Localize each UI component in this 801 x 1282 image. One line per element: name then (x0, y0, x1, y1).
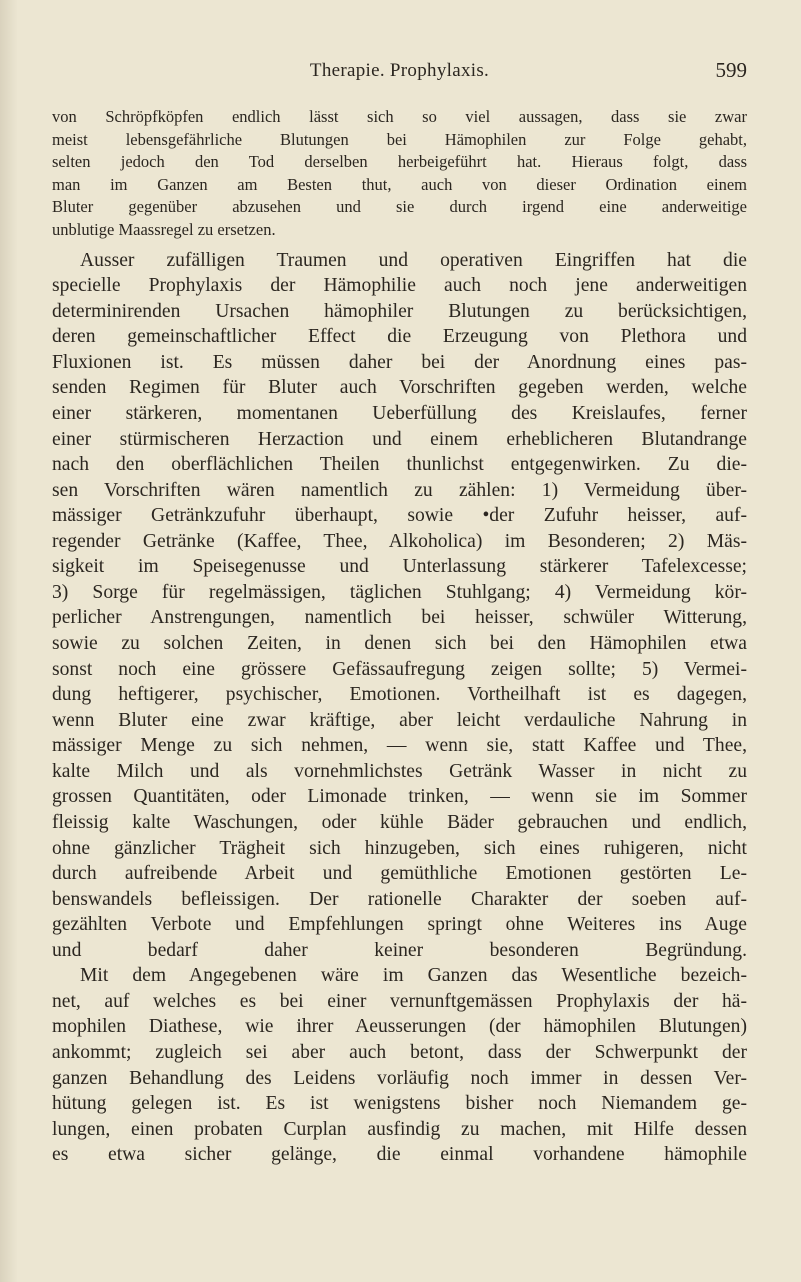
text-line: mässiger Getränkzufuhr überhaupt, sowie •der Zufuhr heisser, auf- (52, 505, 747, 527)
text-line: einer stürmischeren Herzaction und einem erheblicheren Blutandrange (52, 428, 747, 450)
text-line: sen Vorschriften wären namentlich zu zählen: 1) Vermeidung über- (52, 479, 747, 501)
page-number: 599 (715, 58, 747, 82)
text-line: net, auf welches es bei einer vernunftgemässen Prophylaxis der hä- (52, 990, 747, 1012)
paragraph-prophylaxis-regimen (52, 248, 747, 964)
text-line: unblutige Maassregel zu ersetzen. (52, 219, 276, 239)
text-line: Fluxionen ist. Es müssen daher bei der Anordnung eines pas- (52, 351, 747, 373)
text-line: Mit dem Angegebenen wäre im Ganzen das Wesentliche bezeich- (80, 965, 747, 987)
running-header (52, 58, 747, 88)
running-title: Therapie. Prophylaxis. (309, 60, 490, 81)
text-line: kalte Milch und als vornehmlichstes Getränk Wasser in nicht zu (52, 760, 747, 782)
text-line: lungen, einen probaten Curplan ausfindig zu machen, mit Hilfe dessen (52, 1118, 747, 1140)
text-line: 3) Sorge für regelmässigen, täglichen Stuhlgang; 4) Vermeidung kör- (52, 581, 747, 603)
text-line: specielle Prophylaxis der Hämophilie auch noch jene anderweitigen (52, 275, 747, 297)
text-line: mässiger Menge zu sich nehmen, — wenn sie, statt Kaffee und Thee, (52, 735, 747, 757)
text-line: Ausser zufälligen Traumen und operativen Eingriffen hat die (80, 249, 747, 271)
text-line: determinirenden Ursachen hämophiler Blutungen zu berücksichtigen, (52, 300, 747, 322)
text-line: es etwa sicher gelänge, die einmal vorhandene hämophile (52, 1144, 747, 1166)
text-line: mophilen Diathese, wie ihrer Aeusserungen (der hämophilen Blutungen) (52, 1016, 747, 1038)
page-body (52, 106, 747, 1168)
text-line: ankommt; zugleich sei aber auch betont, dass der Schwerpunkt der (52, 1042, 747, 1063)
text-line: und bedarf daher keiner besonderen Begründung. (52, 939, 747, 961)
text-line: perlicher Anstrengungen, namentlich bei heisser, schwüler Witterung, (52, 607, 747, 629)
text-line: sonst noch eine grössere Gefässaufregung zeigen sollte; 5) Vermei- (52, 658, 747, 680)
text-line: senden Regimen für Bluter auch Vorschriften gegeben werden, welche (52, 377, 747, 399)
text-line: nach den oberflächlichen Theilen thunlichst entgegenwirken. Zu die- (52, 454, 747, 476)
text-line: hütung gelegen ist. Es ist wenigstens bisher noch Niemandem ge- (52, 1093, 747, 1115)
text-line: gezählten Verbote und Empfehlungen springt ohne Weiteres ins Auge (52, 914, 747, 936)
paragraph-summary (52, 963, 747, 1168)
text-line: Bluter gegenüber abzusehen und sie durch irgend eine anderweitige (52, 197, 747, 217)
text-line: meist lebensgefährliche Blutungen bei Hämophilen zur Folge gehabt, (52, 129, 747, 149)
text-line: benswandels befleissigen. Der rationelle Charakter der soeben auf- (52, 888, 747, 910)
text-line: ganzen Behandlung des Leidens vorläufig noch immer in dessen Ver- (52, 1067, 747, 1089)
text-line: ohne gänzlicher Trägheit sich hinzugeben, sich eines ruhigeren, nicht (52, 837, 747, 859)
text-line: durch aufreibende Arbeit und gemüthliche Emotionen gestörten Le- (52, 863, 747, 885)
text-line: sowie zu solchen Zeiten, in denen sich bei den Hämophilen etwa (52, 633, 747, 654)
text-line: regender Getränke (Kaffee, Thee, Alkoholica) im Besonderen; 2) Mäs- (52, 530, 747, 552)
text-line: dung heftigerer, psychischer, Emotionen. Vortheilhaft ist es dagegen, (52, 684, 747, 706)
text-line: sigkeit im Speisegenusse und Unterlassung stärkerer Tafelexcesse; (52, 556, 747, 578)
text-line: man im Ganzen am Besten thut, auch von dieser Ordination einem (52, 174, 747, 194)
small-print-paragraph (52, 106, 747, 242)
text-line: grossen Quantitäten, oder Limonade trinken, — wenn sie im Sommer (52, 786, 747, 808)
page-gutter-shadow (0, 0, 18, 1282)
text-line: wenn Bluter eine zwar kräftige, aber leicht verdauliche Nahrung in (52, 709, 747, 731)
text-line: deren gemeinschaftlicher Effect die Erzeugung von Plethora und (52, 326, 747, 348)
text-line: von Schröpfköpfen endlich lässt sich so viel aussagen, dass sie zwar (52, 107, 747, 126)
text-line: einer stärkeren, momentanen Ueberfüllung des Kreislaufes, ferner (52, 402, 747, 424)
text-line: selten jedoch den Tod derselben herbeigeführt hat. Hieraus folgt, dass (52, 152, 747, 172)
text-line: fleissig kalte Waschungen, oder kühle Bäder gebrauchen und endlich, (52, 811, 747, 833)
